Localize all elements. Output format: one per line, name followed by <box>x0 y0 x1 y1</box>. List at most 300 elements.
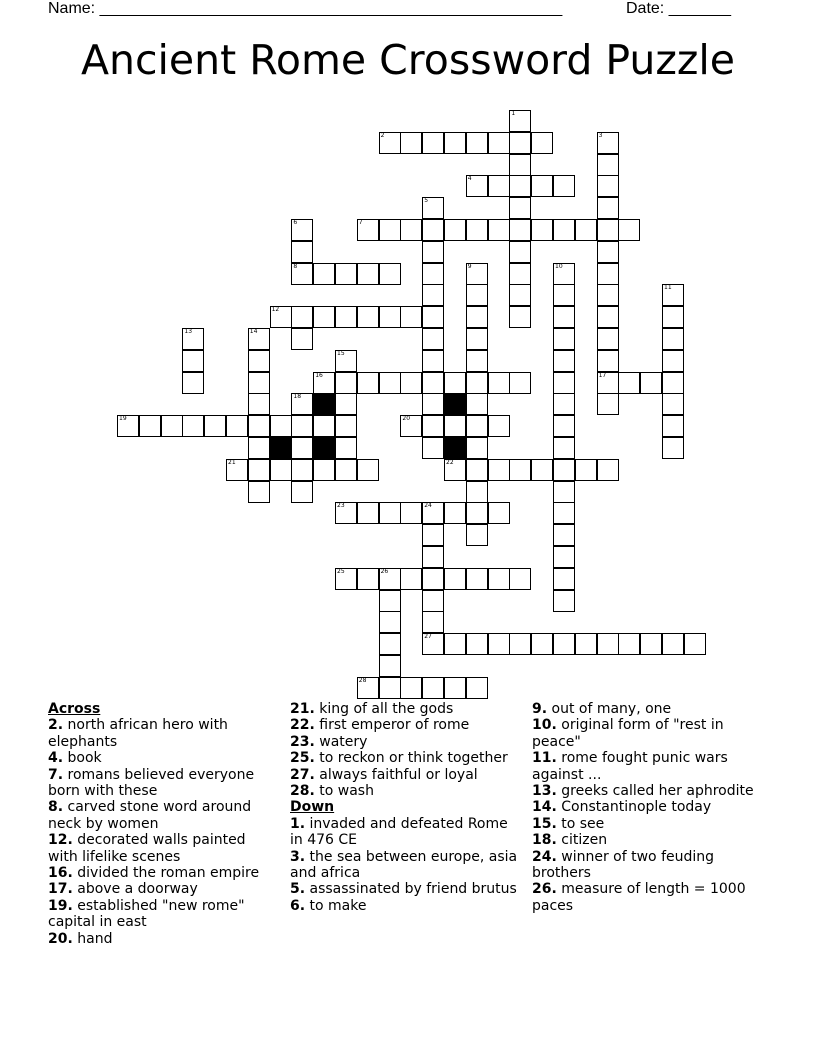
grid-cell[interactable] <box>488 568 510 590</box>
grid-cell[interactable] <box>531 175 553 197</box>
grid-cell[interactable] <box>357 459 379 481</box>
clue-number: 23 <box>337 502 345 510</box>
grid-cell[interactable] <box>488 219 510 241</box>
clue-number-label: 16. <box>48 865 73 882</box>
clue-text: book <box>63 750 102 767</box>
grid-cell[interactable] <box>357 568 379 590</box>
grid-cell[interactable] <box>335 372 357 394</box>
clue-item <box>532 799 762 815</box>
grid-cell[interactable] <box>422 263 444 285</box>
clue-item <box>290 881 520 897</box>
clue-number: 4 <box>467 175 472 183</box>
grid-cell[interactable] <box>444 633 466 655</box>
clue-number-label: 12. <box>48 832 73 849</box>
clue-number: 17 <box>598 371 607 379</box>
grid-cell[interactable] <box>466 350 488 372</box>
grid-cell[interactable] <box>379 263 401 285</box>
clue-number: 28 <box>358 676 367 684</box>
clues-column-3 <box>532 701 762 914</box>
clue-text: carved stone word around neck by women <box>48 799 252 832</box>
clue-item <box>532 849 762 882</box>
grid-cell[interactable] <box>597 459 619 481</box>
clue-number-label: 21. <box>290 701 315 717</box>
grid-cell[interactable] <box>357 219 379 241</box>
clue-number: 2 <box>380 131 385 139</box>
clue-item <box>290 701 520 717</box>
grid-cell[interactable] <box>422 132 444 154</box>
grid-cell[interactable] <box>553 459 575 481</box>
grid-cell[interactable] <box>662 393 684 415</box>
grid-cell[interactable] <box>662 306 684 328</box>
grid-cell[interactable] <box>248 415 270 437</box>
grid-cell[interactable] <box>553 393 575 415</box>
clue-item <box>290 783 520 799</box>
grid-cell[interactable] <box>597 219 619 241</box>
grid-cell[interactable] <box>488 459 510 481</box>
grid-cell[interactable] <box>553 568 575 590</box>
grid-cell[interactable] <box>291 241 313 263</box>
grid-cell[interactable] <box>422 328 444 350</box>
clue-number-label: 13. <box>532 783 557 800</box>
clue-text: established "new rome" capital in east <box>48 897 245 931</box>
grid-cell[interactable] <box>270 415 292 437</box>
grid-cell[interactable] <box>248 393 270 415</box>
clue-number: 27 <box>424 633 432 641</box>
grid-cell[interactable] <box>531 633 553 655</box>
grid-cell[interactable] <box>597 263 619 285</box>
grid-cell[interactable] <box>313 372 335 394</box>
clue-number: 18 <box>293 393 302 401</box>
grid-cell[interactable] <box>466 437 488 459</box>
grid-cell[interactable] <box>553 350 575 372</box>
grid-cell[interactable] <box>248 481 270 503</box>
clue-number: 1 <box>511 110 516 117</box>
grid-cell[interactable] <box>531 219 553 241</box>
grid-cell[interactable] <box>662 633 684 655</box>
clue-number-label: 19. <box>48 897 73 914</box>
grid-cell[interactable] <box>335 306 357 328</box>
grid-cell[interactable] <box>400 219 422 241</box>
grid-cell[interactable] <box>466 481 488 503</box>
grid-cell[interactable] <box>248 459 270 481</box>
clue-text: above a doorway <box>72 881 198 898</box>
grid-cell[interactable] <box>291 306 313 328</box>
clue-number: 25 <box>337 567 345 575</box>
clue-text: out of many, one <box>547 701 672 717</box>
grid-cell[interactable] <box>357 263 379 285</box>
clue-number-label: 1. <box>290 815 306 832</box>
grid-cell[interactable] <box>553 633 575 655</box>
grid-cell[interactable] <box>662 437 684 459</box>
grid-cell[interactable] <box>618 633 640 655</box>
grid-cell[interactable] <box>248 328 270 350</box>
grid-cell[interactable] <box>182 415 204 437</box>
grid-cell[interactable] <box>270 459 292 481</box>
grid-cell[interactable] <box>597 175 619 197</box>
grid-cell[interactable] <box>444 568 466 590</box>
grid-cell[interactable] <box>662 415 684 437</box>
grid-cell[interactable] <box>466 328 488 350</box>
clue-item <box>48 750 278 766</box>
grid-cell[interactable] <box>400 306 422 328</box>
grid-cell[interactable] <box>248 437 270 459</box>
grid-cell[interactable] <box>553 415 575 437</box>
grid-cell[interactable] <box>379 219 401 241</box>
grid-cell[interactable] <box>509 175 531 197</box>
grid-cell[interactable] <box>422 284 444 306</box>
grid-cell[interactable] <box>422 393 444 415</box>
clue-number: 3 <box>598 131 603 139</box>
grid-cell[interactable] <box>422 437 444 459</box>
grid-cell[interactable] <box>379 590 401 612</box>
grid-cell[interactable] <box>335 437 357 459</box>
grid-cell[interactable] <box>509 568 531 590</box>
clue-item <box>48 717 278 750</box>
grid-cell[interactable] <box>466 459 488 481</box>
grid-cell[interactable] <box>640 372 662 394</box>
clue-text: to wash <box>314 783 374 800</box>
clues-column-1 <box>48 701 278 947</box>
clue-text: invaded and defeated Rome in 476 CE <box>290 815 508 849</box>
across-heading: Across <box>48 701 101 717</box>
grid-cell[interactable] <box>422 241 444 263</box>
grid-cell[interactable] <box>379 633 401 655</box>
clue-number: 21 <box>228 458 236 466</box>
clue-item <box>290 898 520 914</box>
grid-cell[interactable] <box>291 328 313 350</box>
grid-cell[interactable] <box>335 263 357 285</box>
clue-text: king of all the gods <box>314 701 454 717</box>
grid-cell[interactable] <box>357 677 379 699</box>
grid-cell[interactable] <box>422 197 444 219</box>
clue-number: 13 <box>184 328 193 335</box>
clue-number-label: 4. <box>48 750 64 767</box>
grid-cell[interactable] <box>444 372 466 394</box>
grid-cell[interactable] <box>575 633 597 655</box>
grid-cell[interactable] <box>422 677 444 699</box>
grid-cell[interactable] <box>553 284 575 306</box>
clue-number: 24 <box>424 502 432 510</box>
grid-cell[interactable] <box>291 481 313 503</box>
grid-cell[interactable] <box>597 633 619 655</box>
grid-cell[interactable] <box>488 633 510 655</box>
grid-cell[interactable] <box>444 677 466 699</box>
clue-text: measure of length = 1000 paces <box>532 881 746 914</box>
grid-cell[interactable] <box>182 350 204 372</box>
grid-cell[interactable] <box>466 393 488 415</box>
grid-cell[interactable] <box>553 219 575 241</box>
grid-cell[interactable] <box>597 350 619 372</box>
clue-number-label: 20. <box>48 930 73 947</box>
clue-item <box>48 931 278 947</box>
grid-cell[interactable] <box>422 306 444 328</box>
grid-cell[interactable] <box>466 502 488 524</box>
grid-cell[interactable] <box>597 393 619 415</box>
clue-text: citizen <box>556 832 608 849</box>
grid-cell[interactable] <box>488 132 510 154</box>
grid-cell[interactable] <box>291 393 313 415</box>
clue-number: 19 <box>119 415 127 423</box>
grid-cell[interactable] <box>335 459 357 481</box>
grid-cell[interactable] <box>313 415 335 437</box>
clue-item <box>532 832 762 848</box>
grid-cell[interactable] <box>291 415 313 437</box>
clue-number-label: 26. <box>532 881 557 898</box>
grid-cell[interactable] <box>466 372 488 394</box>
grid-cell[interactable] <box>357 306 379 328</box>
grid-cell[interactable] <box>422 611 444 633</box>
grid-cell[interactable] <box>400 372 422 394</box>
grid-cell[interactable] <box>575 219 597 241</box>
grid-cell[interactable] <box>422 372 444 394</box>
grid-cell[interactable] <box>509 633 531 655</box>
grid-cell[interactable] <box>379 568 401 590</box>
grid-cell[interactable] <box>291 263 313 285</box>
clue-number-label: 24. <box>532 848 557 865</box>
clue-number-label: 8. <box>48 799 64 816</box>
clue-item <box>532 881 762 914</box>
grid-cell[interactable] <box>379 677 401 699</box>
black-cell <box>313 393 335 415</box>
grid-cell[interactable] <box>226 415 248 437</box>
grid-cell[interactable] <box>509 306 531 328</box>
clue-text: greeks called her aphrodite <box>556 783 754 800</box>
grid-cell[interactable] <box>379 655 401 677</box>
grid-cell[interactable] <box>662 372 684 394</box>
grid-cell[interactable] <box>553 372 575 394</box>
grid-cell[interactable] <box>553 481 575 503</box>
grid-cell[interactable] <box>488 502 510 524</box>
grid-cell[interactable] <box>313 306 335 328</box>
grid-cell[interactable] <box>335 568 357 590</box>
clue-number: 10 <box>555 262 563 270</box>
grid-cell[interactable] <box>509 459 531 481</box>
clue-number-label: 6. <box>290 897 306 914</box>
clue-number: 6 <box>293 219 298 226</box>
grid-cell[interactable] <box>509 154 531 176</box>
grid-cell[interactable] <box>597 154 619 176</box>
clue-number: 7 <box>358 219 363 226</box>
clues-column-2 <box>290 701 520 914</box>
grid-cell[interactable] <box>509 263 531 285</box>
grid-cell[interactable] <box>684 633 706 655</box>
grid-cell[interactable] <box>204 415 226 437</box>
grid-cell[interactable] <box>553 306 575 328</box>
clue-item <box>48 832 278 865</box>
grid-cell[interactable] <box>509 132 531 154</box>
grid-cell[interactable] <box>466 263 488 285</box>
grid-cell[interactable] <box>509 197 531 219</box>
clue-text: to reckon or think together <box>314 750 508 767</box>
down-clue-list-continued <box>532 701 762 914</box>
grid-cell[interactable] <box>466 524 488 546</box>
grid-cell[interactable] <box>379 306 401 328</box>
grid-cell[interactable] <box>400 568 422 590</box>
clue-number: 12 <box>271 306 280 314</box>
clue-text: decorated walls painted with lifelike scenes <box>48 832 246 865</box>
grid-cell[interactable] <box>422 524 444 546</box>
grid-cell[interactable] <box>313 459 335 481</box>
grid-cell[interactable] <box>553 437 575 459</box>
grid-cell[interactable] <box>662 328 684 350</box>
grid-cell[interactable] <box>291 219 313 241</box>
clue-number: 22 <box>446 458 454 466</box>
clue-number-label: 3. <box>290 848 306 865</box>
grid-cell[interactable] <box>422 350 444 372</box>
grid-cell[interactable] <box>313 263 335 285</box>
grid-cell[interactable] <box>466 415 488 437</box>
grid-cell[interactable] <box>422 415 444 437</box>
clue-item <box>532 783 762 799</box>
grid-cell[interactable] <box>553 546 575 568</box>
clue-number: 5 <box>424 197 429 205</box>
clue-text: divided the roman empire <box>72 865 260 882</box>
grid-cell[interactable] <box>553 524 575 546</box>
black-cell <box>444 393 466 415</box>
grid-cell[interactable] <box>531 459 553 481</box>
grid-cell[interactable] <box>466 677 488 699</box>
clue-number: 9 <box>467 262 472 270</box>
clue-text: assassinated by friend brutus <box>305 881 517 898</box>
grid-cell[interactable] <box>182 372 204 394</box>
grid-cell[interactable] <box>597 197 619 219</box>
grid-cell[interactable] <box>444 502 466 524</box>
clue-item <box>290 717 520 733</box>
grid-cell[interactable] <box>400 677 422 699</box>
grid-cell[interactable] <box>618 372 640 394</box>
black-cell <box>313 437 335 459</box>
grid-cell[interactable] <box>597 328 619 350</box>
grid-cell[interactable] <box>466 219 488 241</box>
clue-text: first emperor of rome <box>314 717 470 734</box>
grid-cell[interactable] <box>335 502 357 524</box>
grid-cell[interactable] <box>640 633 662 655</box>
grid-cell[interactable] <box>226 459 248 481</box>
grid-cell[interactable] <box>597 284 619 306</box>
grid-cell[interactable] <box>248 372 270 394</box>
clue-item <box>290 750 520 766</box>
grid-cell[interactable] <box>444 132 466 154</box>
black-cell <box>270 437 292 459</box>
grid-cell[interactable] <box>553 590 575 612</box>
grid-cell[interactable] <box>335 393 357 415</box>
grid-cell[interactable] <box>400 502 422 524</box>
grid-cell[interactable] <box>422 568 444 590</box>
clue-number: 20 <box>402 415 411 423</box>
grid-cell[interactable] <box>509 372 531 394</box>
grid-cell[interactable] <box>291 459 313 481</box>
grid-cell[interactable] <box>379 502 401 524</box>
grid-cell[interactable] <box>466 633 488 655</box>
grid-cell[interactable] <box>422 590 444 612</box>
clue-item <box>532 701 762 717</box>
clue-number-label: 15. <box>532 815 557 832</box>
grid-cell[interactable] <box>400 132 422 154</box>
clue-number: 15 <box>337 349 345 357</box>
grid-cell[interactable] <box>509 110 531 132</box>
grid-cell[interactable] <box>597 241 619 263</box>
grid-cell[interactable] <box>466 284 488 306</box>
grid-cell[interactable] <box>422 219 444 241</box>
grid-cell[interactable] <box>379 132 401 154</box>
grid-cell[interactable] <box>662 284 684 306</box>
grid-cell[interactable] <box>466 568 488 590</box>
grid-cell[interactable] <box>379 372 401 394</box>
grid-cell[interactable] <box>618 219 640 241</box>
grid-cell[interactable] <box>662 350 684 372</box>
clue-item <box>48 898 278 931</box>
grid-cell[interactable] <box>509 241 531 263</box>
grid-cell[interactable] <box>553 502 575 524</box>
grid-cell[interactable] <box>182 328 204 350</box>
grid-cell[interactable] <box>575 459 597 481</box>
grid-cell[interactable] <box>444 219 466 241</box>
grid-cell[interactable] <box>466 175 488 197</box>
across-clue-list <box>48 717 278 947</box>
clue-text: north african hero with elephants <box>48 717 228 750</box>
grid-cell[interactable] <box>379 611 401 633</box>
grid-cell[interactable] <box>400 415 422 437</box>
across-clue-list-continued <box>290 701 520 799</box>
grid-cell[interactable] <box>335 350 357 372</box>
grid-cell[interactable] <box>597 306 619 328</box>
grid-cell[interactable] <box>444 415 466 437</box>
grid-cell[interactable] <box>488 415 510 437</box>
grid-cell[interactable] <box>466 132 488 154</box>
clue-item <box>290 767 520 783</box>
clue-text: always faithful or loyal <box>314 766 478 783</box>
grid-cell[interactable] <box>509 284 531 306</box>
clue-item <box>48 767 278 800</box>
clue-number-label: 28. <box>290 783 315 800</box>
grid-cell[interactable] <box>357 372 379 394</box>
clue-text: romans believed everyone born with these <box>48 766 255 800</box>
name-label: Name: ____________________________________________________ <box>48 0 563 17</box>
grid-cell[interactable] <box>270 306 292 328</box>
grid-cell[interactable] <box>248 350 270 372</box>
grid-cell[interactable] <box>553 175 575 197</box>
grid-cell[interactable] <box>597 132 619 154</box>
grid-cell[interactable] <box>444 459 466 481</box>
grid-cell[interactable] <box>291 437 313 459</box>
grid-cell[interactable] <box>357 502 379 524</box>
grid-cell[interactable] <box>531 132 553 154</box>
clue-item <box>48 799 278 832</box>
grid-cell[interactable] <box>117 415 139 437</box>
grid-cell[interactable] <box>553 328 575 350</box>
clue-text: to see <box>556 815 605 832</box>
grid-cell[interactable] <box>422 633 444 655</box>
grid-cell[interactable] <box>139 415 161 437</box>
clue-number-label: 5. <box>290 881 306 898</box>
grid-cell[interactable] <box>161 415 183 437</box>
grid-cell[interactable] <box>509 219 531 241</box>
grid-cell[interactable] <box>488 372 510 394</box>
grid-cell[interactable] <box>422 546 444 568</box>
grid-cell[interactable] <box>553 263 575 285</box>
grid-cell[interactable] <box>422 502 444 524</box>
clue-number-label: 27. <box>290 766 315 783</box>
clue-item <box>48 881 278 897</box>
grid-cell[interactable] <box>597 372 619 394</box>
date-label: Date: _______ <box>626 0 731 17</box>
clue-item <box>290 734 520 750</box>
grid-cell[interactable] <box>466 306 488 328</box>
clue-number-label: 10. <box>532 717 557 734</box>
grid-cell[interactable] <box>335 415 357 437</box>
clue-text: Constantinople today <box>556 799 712 816</box>
grid-cell[interactable] <box>488 175 510 197</box>
